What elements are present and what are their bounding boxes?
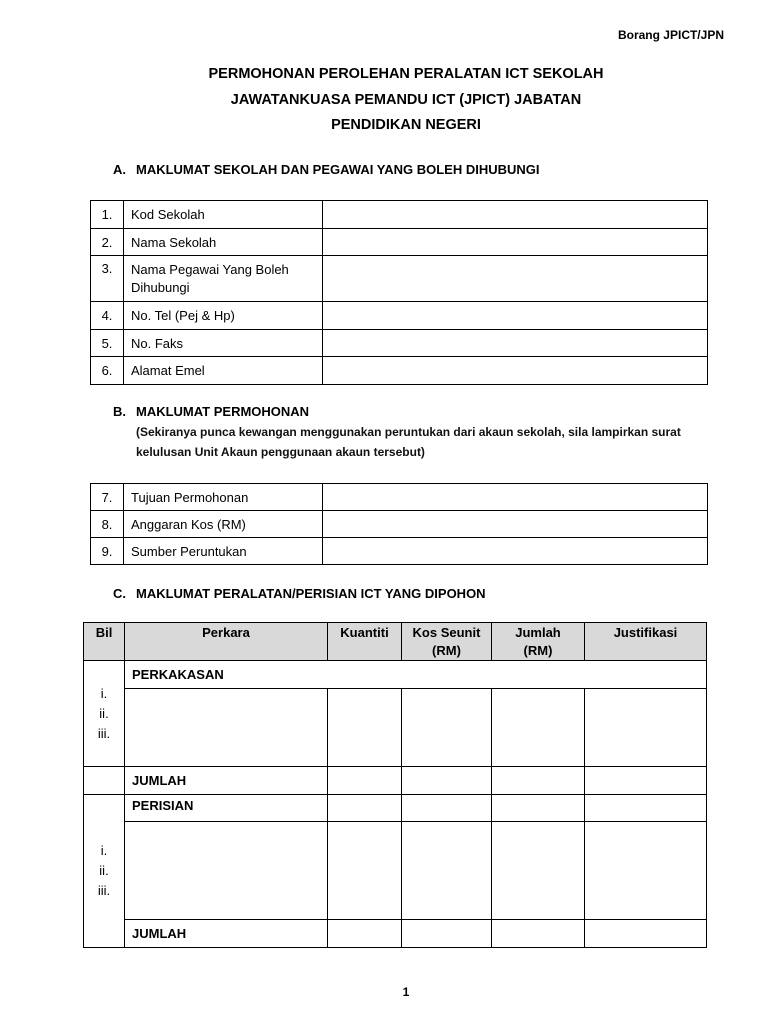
section-b-heading — [113, 404, 309, 419]
row-number: 1. — [91, 201, 124, 229]
bil-number: iii. — [97, 725, 111, 741]
table-row — [84, 661, 707, 689]
column-header-perkara: Perkara — [125, 623, 328, 661]
section-a-letter: A. — [113, 162, 126, 177]
bil-number: ii. — [99, 705, 109, 721]
jumlah-total-field[interactable] — [492, 767, 585, 795]
field-label-line-1: Nama Pegawai Yang Boleh — [131, 261, 289, 277]
nama-sekolah-field[interactable] — [323, 229, 708, 256]
table-row — [91, 484, 708, 511]
justifikasi-total-field[interactable] — [585, 767, 707, 795]
kuantiti-field[interactable] — [328, 822, 402, 920]
column-header-jumlah — [492, 623, 585, 661]
section-c-letter: C. — [113, 586, 126, 601]
document-title-line-3: PENDIDIKAN NEGERI — [331, 117, 481, 133]
kos-seunit-total-field[interactable] — [402, 767, 492, 795]
row-number: 7. — [91, 484, 124, 511]
field-label-no-faks: No. Faks — [124, 330, 323, 357]
no-tel-field[interactable] — [323, 302, 708, 330]
table-row — [91, 511, 708, 538]
empty-cell — [84, 767, 125, 795]
tujuan-permohonan-field[interactable] — [323, 484, 708, 511]
section-b-title: MAKLUMAT PERMOHONAN — [136, 404, 310, 419]
justifikasi-field[interactable] — [585, 822, 707, 920]
row-number: 4. — [91, 302, 124, 330]
section-a-title: MAKLUMAT SEKOLAH DAN PEGAWAI YANG BOLEH DIHUBUNGI — [136, 162, 540, 177]
kos-seunit-field[interactable] — [402, 795, 492, 822]
column-header-bil: Bil — [84, 623, 125, 661]
field-label-no-tel: No. Tel (Pej & Hp) — [124, 302, 323, 330]
table-row — [84, 795, 707, 822]
section-c-heading — [113, 586, 486, 601]
row-number: 6. — [91, 357, 124, 385]
jumlah-field[interactable] — [492, 689, 585, 767]
group-heading-perisian: PERISIAN — [125, 795, 328, 822]
sumber-peruntukan-field[interactable] — [323, 538, 708, 565]
field-label-nama-pegawai — [124, 256, 323, 302]
kuantiti-total-field[interactable] — [328, 767, 402, 795]
row-number: 3. — [91, 256, 124, 302]
section-b-note-line-1: (Sekiranya punca kewangan menggunakan peruntukan dari akaun sekolah, sila lampirkan surat — [136, 425, 681, 439]
anggaran-kos-field[interactable] — [323, 511, 708, 538]
bil-number: i. — [100, 685, 108, 701]
table-row — [91, 330, 708, 357]
bil-cell — [84, 795, 125, 948]
bil-number: iii. — [97, 883, 111, 898]
equipment-table — [83, 622, 707, 948]
table-row — [84, 689, 707, 767]
perkara-field[interactable] — [125, 822, 328, 920]
field-label-kod-sekolah: Kod Sekolah — [124, 201, 323, 229]
column-header-line: Kos Seunit — [412, 625, 481, 640]
kos-seunit-field[interactable] — [402, 822, 492, 920]
table-row — [84, 822, 707, 920]
form-code: Borang JPICT/JPN — [617, 28, 724, 42]
kuantiti-field[interactable] — [328, 795, 402, 822]
document-title-line-2: JAWATANKUASA PEMANDU ICT (JPICT) JABATAN — [230, 92, 582, 108]
section-b-note-line-2: kelulusan Unit Akaun penggunaan akaun tersebut) — [136, 445, 425, 459]
perkara-field[interactable] — [125, 689, 328, 767]
bil-cell — [84, 661, 125, 767]
field-label-alamat-emel: Alamat Emel — [124, 357, 323, 385]
column-header-line: (RM) — [432, 643, 461, 658]
field-label-sumber-peruntukan: Sumber Peruntukan — [124, 538, 323, 565]
field-label-line-2: Dihubungi — [131, 279, 190, 295]
nama-pegawai-field[interactable] — [323, 256, 708, 302]
row-number: 9. — [91, 538, 124, 565]
total-label: JUMLAH — [125, 767, 328, 795]
application-info-table — [90, 483, 708, 565]
justifikasi-total-field[interactable] — [585, 920, 707, 948]
column-header-kos-seunit — [402, 623, 492, 661]
column-header-kuantiti: Kuantiti — [328, 623, 402, 661]
section-b-letter: B. — [113, 404, 126, 419]
row-number: 5. — [91, 330, 124, 357]
table-row — [91, 256, 708, 302]
bil-number: ii. — [99, 863, 109, 878]
justifikasi-field[interactable] — [585, 689, 707, 767]
total-label: JUMLAH — [125, 920, 328, 948]
page-number: 1 — [402, 985, 410, 999]
row-number: 2. — [91, 229, 124, 256]
kod-sekolah-field[interactable] — [323, 201, 708, 229]
no-faks-field[interactable] — [323, 330, 708, 357]
justifikasi-field[interactable] — [585, 795, 707, 822]
jumlah-total-field[interactable] — [492, 920, 585, 948]
table-row — [91, 357, 708, 385]
table-row — [84, 767, 707, 795]
table-row — [91, 229, 708, 256]
row-number: 8. — [91, 511, 124, 538]
table-row — [91, 302, 708, 330]
kuantiti-field[interactable] — [328, 689, 402, 767]
field-label-nama-sekolah: Nama Sekolah — [124, 229, 323, 256]
section-a-heading — [113, 162, 540, 177]
column-header-line: (RM) — [523, 643, 553, 658]
kos-seunit-field[interactable] — [402, 689, 492, 767]
kos-seunit-total-field[interactable] — [402, 920, 492, 948]
bil-number: i. — [100, 843, 108, 858]
field-label-anggaran-kos: Anggaran Kos (RM) — [124, 511, 323, 538]
kuantiti-total-field[interactable] — [328, 920, 402, 948]
table-row — [84, 920, 707, 948]
table-row — [91, 538, 708, 565]
table-header-row — [84, 623, 707, 661]
document-title-line-1: PERMOHONAN PEROLEHAN PERALATAN ICT SEKOLAH — [208, 66, 604, 82]
field-label-tujuan: Tujuan Permohonan — [124, 484, 323, 511]
table-row — [91, 201, 708, 229]
alamat-emel-field[interactable] — [323, 357, 708, 385]
group-heading-perkakasan: PERKAKASAN — [125, 661, 707, 689]
section-b-note — [136, 422, 696, 462]
section-c-title: MAKLUMAT PERALATAN/PERISIAN ICT YANG DIPOHON — [136, 586, 486, 601]
jumlah-field[interactable] — [492, 795, 585, 822]
column-header-justifikasi: Justifikasi — [585, 623, 707, 661]
column-header-line: Jumlah — [515, 625, 561, 640]
jumlah-field[interactable] — [492, 822, 585, 920]
school-info-table — [90, 200, 708, 385]
